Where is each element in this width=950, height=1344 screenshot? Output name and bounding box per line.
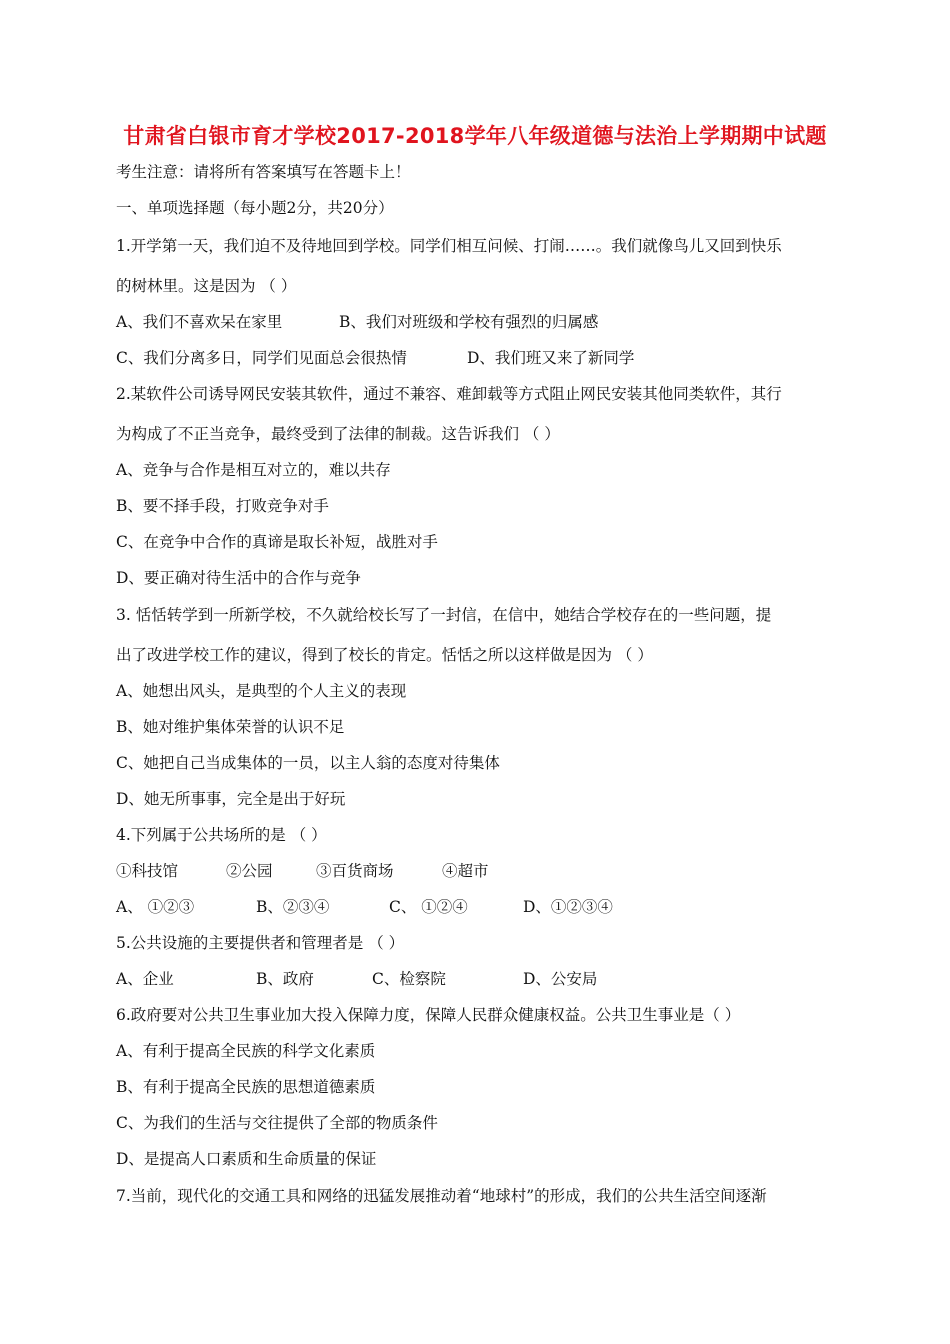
question-7-line-1: 7.当前，现代化的交通工具和网络的迅猛发展推动着“地球村”的形成，我们的公共生活空间逐渐 <box>116 1187 767 1205</box>
question-2-option-b: B、要不择手段，打败竞争对手 <box>116 497 329 515</box>
question-6-option-d: D、是提高人口素质和生命质量的保证 <box>116 1150 377 1168</box>
question-4-option-c: C、 ①②④ <box>389 898 468 916</box>
question-1-option-a: A、我们不喜欢呆在家里 <box>116 313 283 331</box>
question-5-option-b: B、政府 <box>256 970 314 988</box>
question-2-option-a: A、竞争与合作是相互对立的，难以共存 <box>116 461 391 479</box>
question-4-option-b: B、②③④ <box>256 898 330 916</box>
question-5-option-d: D、公安局 <box>523 970 598 988</box>
section-heading: 一、单项选择题（每小题2分，共20分） <box>116 199 394 217</box>
question-4-item: ③百货商场 <box>316 862 394 880</box>
question-3-line-2: 出了改进学校工作的建议，得到了校长的肯定。恬恬之所以这样做是因为 （ ） <box>116 646 653 664</box>
question-4-option-d: D、①②③④ <box>523 898 613 916</box>
exam-notice: 考生注意：请将所有答案填写在答题卡上！ <box>116 163 411 181</box>
question-6-option-a: A、有利于提高全民族的科学文化素质 <box>116 1042 376 1060</box>
question-4-line-1: 4.下列属于公共场所的是 （ ） <box>116 826 327 844</box>
question-3-option-c: C、她把自己当成集体的一员，以主人翁的态度对待集体 <box>116 754 500 772</box>
question-3-option-b: B、她对维护集体荣誉的认识不足 <box>116 718 345 736</box>
question-2-line-2: 为构成了不正当竞争，最终受到了法律的制裁。这告诉我们 （ ） <box>116 425 560 443</box>
question-5-option-c: C、检察院 <box>372 970 446 988</box>
question-6-option-b: B、有利于提高全民族的思想道德素质 <box>116 1078 376 1096</box>
question-2-option-c: C、在竞争中合作的真谛是取长补短，战胜对手 <box>116 533 438 551</box>
question-2-line-1: 2.某软件公司诱导网民安装其软件，通过不兼容、难卸载等方式阻止网民安装其他同类软件，其行 <box>116 385 782 403</box>
question-1-option-b: B、我们对班级和学校有强烈的归属感 <box>339 313 599 331</box>
question-3-option-d: D、她无所事事，完全是出于好玩 <box>116 790 346 808</box>
question-6-line-1: 6.政府要对公共卫生事业加大投入保障力度，保障人民群众健康权益。公共卫生事业是（ ） <box>116 1006 741 1024</box>
question-1-option-c: C、我们分离多日，同学们见面总会很热情 <box>116 349 407 367</box>
question-4-item: ②公园 <box>226 862 273 880</box>
question-1-line-1: 1.开学第一天，我们迫不及待地回到学校。同学们相互问候、打闹……。我们就像鸟儿又回到快乐 <box>116 237 782 255</box>
question-4-item: ④超市 <box>442 862 489 880</box>
question-5-line-1: 5.公共设施的主要提供者和管理者是 （ ） <box>116 934 405 952</box>
page-title: 甘肃省白银市育才学校2017-2018学年八年级道德与法治上学期期中试题 <box>123 124 827 148</box>
question-1-option-d: D、我们班又来了新同学 <box>467 349 635 367</box>
question-5-option-a: A、企业 <box>116 970 174 988</box>
question-4-item: ①科技馆 <box>116 862 179 880</box>
question-3-line-1: 3. 恬恬转学到一所新学校，不久就给校长写了一封信，在信中，她结合学校存在的一些问题，提 <box>116 606 772 624</box>
question-3-option-a: A、她想出风头，是典型的个人主义的表现 <box>116 682 407 700</box>
question-4-option-a: A、 ①②③ <box>116 898 195 916</box>
question-6-option-c: C、为我们的生活与交往提供了全部的物质条件 <box>116 1114 438 1132</box>
question-1-line-2: 的树林里。这是因为 （ ） <box>116 277 297 295</box>
question-2-option-d: D、要正确对待生活中的合作与竞争 <box>116 569 361 587</box>
